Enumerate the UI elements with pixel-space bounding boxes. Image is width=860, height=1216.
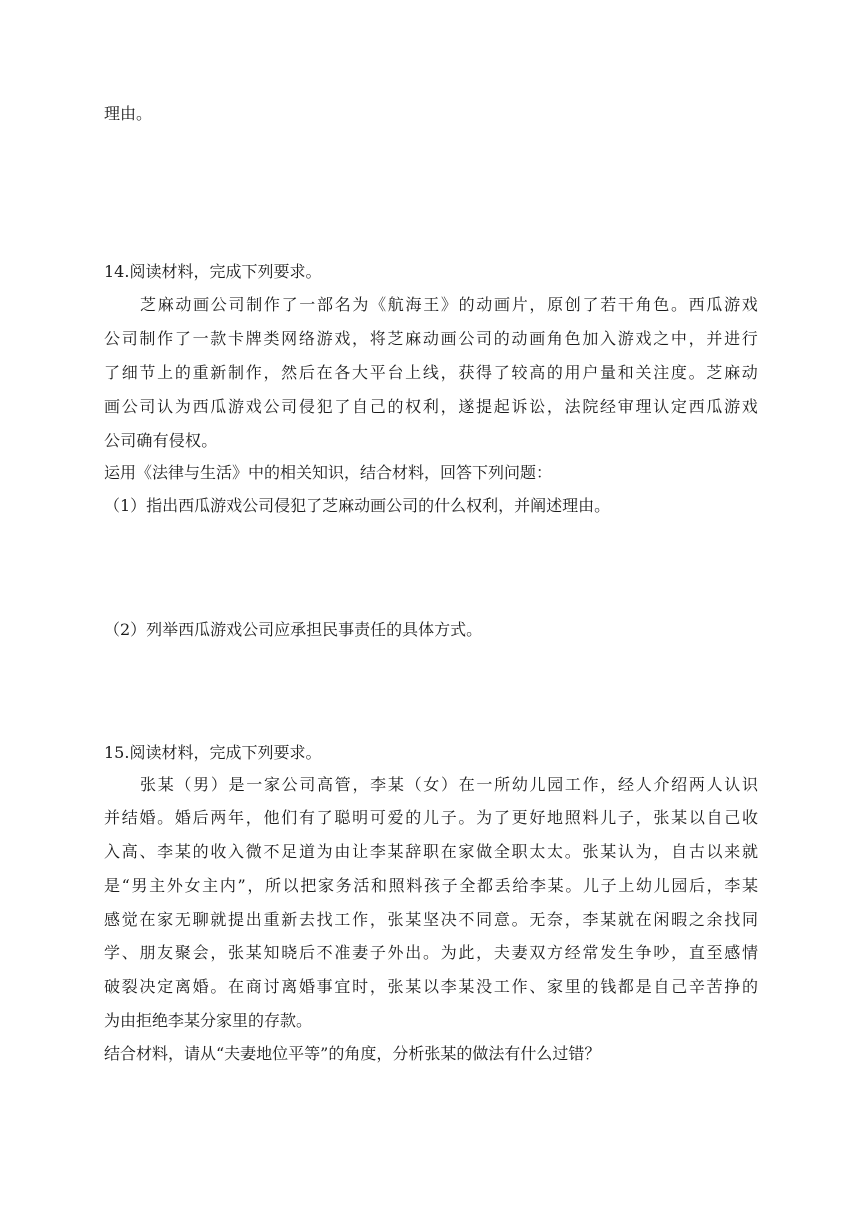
q14-material-line: 画公司认为西瓜游戏公司侵犯了自己的权利，遂提起诉讼，法院经审理认定西瓜游戏	[104, 397, 758, 416]
q14-material-line: 了细节上的重新制作，然后在各大平台上线，获得了较高的用户量和关注度。芝麻动	[104, 363, 758, 382]
q14-sub-question-1: （1）指出西瓜游戏公司侵犯了芝麻动画公司的什么权利，并阐述理由。	[104, 496, 611, 515]
q14-material-line: 公司制作了一款卡牌类网络游戏，将芝麻动画公司的动画角色加入游戏之中，并进行	[104, 329, 758, 348]
q15-material-line: 入高、李某的收入微不足道为由让李某辞职在家做全职太太。张某认为，自古以来就	[104, 842, 758, 861]
q15-material-line: 破裂决定离婚。在商讨离婚事宜时，张某以李某没工作、家里的钱都是自己辛苦挣的	[104, 977, 758, 996]
q15-material-line: 感觉在家无聊就提出重新去找工作，张某坚决不同意。无奈，李某就在闲暇之余找同	[104, 910, 758, 929]
q14-instruction: 运用《法律与生活》中的相关知识，结合材料，回答下列问题：	[104, 463, 553, 482]
q15-heading: 15.阅读材料，完成下列要求。	[104, 743, 322, 762]
q15-material-line: 并结婚。婚后两年，他们有了聪明可爱的儿子。为了更好地照料儿子，张某以自己收	[104, 808, 758, 827]
q15-material-line: 为由拒绝李某分家里的存款。	[104, 1011, 313, 1030]
previous-answer-fragment: 理由。	[104, 104, 153, 123]
q14-heading: 14.阅读材料，完成下列要求。	[104, 262, 322, 281]
q14-material-line: 公司确有侵权。	[104, 431, 218, 450]
q15-material-line: 学、朋友聚会，张某知晓后不准妻子外出。为此，夫妻双方经常发生争吵，直至感情	[104, 943, 758, 962]
q15-material-line: 是“男主外女主内”，所以把家务活和照料孩子全都丢给李某。儿子上幼儿园后，李某	[104, 876, 758, 895]
q15-question: 结合材料，请从“夫妻地位平等”的角度，分析张某的做法有什么过错？	[104, 1044, 601, 1063]
q14-material-line: 芝麻动画公司制作了一部名为《航海王》的动画片，原创了若干角色。西瓜游戏	[140, 295, 758, 314]
q15-material-line: 张某（男）是一家公司高管，李某（女）在一所幼儿园工作，经人介绍两人认识	[140, 775, 758, 794]
q14-sub-question-2: （2）列举西瓜游戏公司应承担民事责任的具体方式。	[104, 620, 483, 639]
